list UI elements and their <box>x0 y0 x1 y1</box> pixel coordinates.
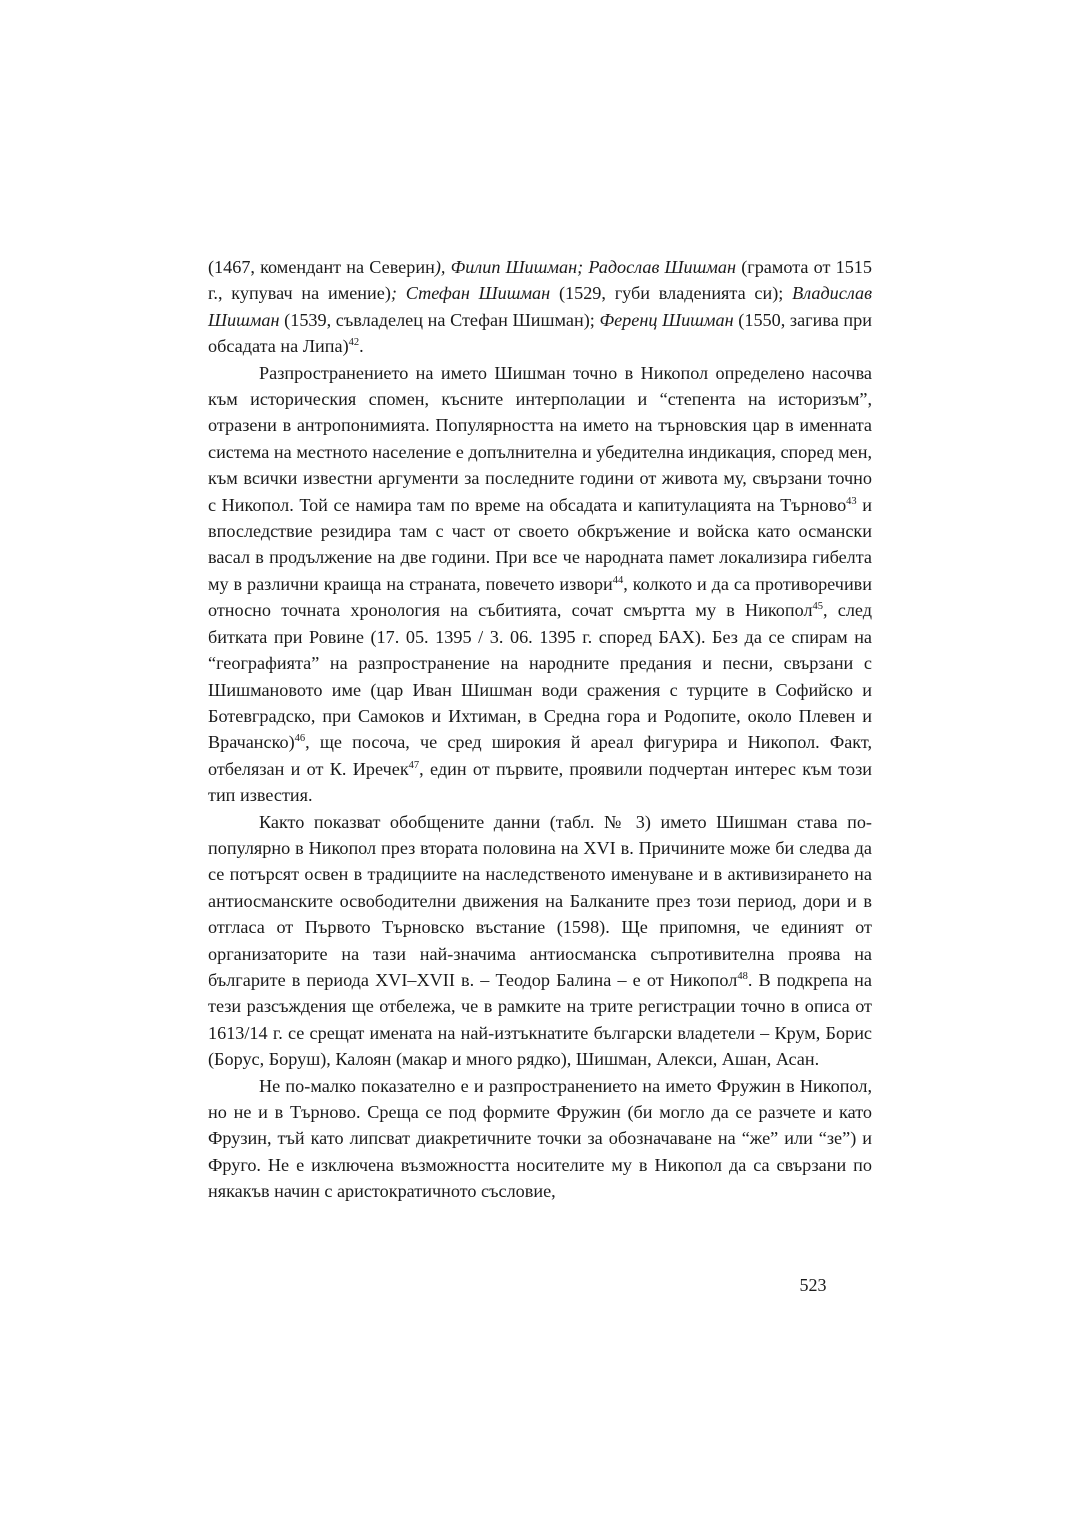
paragraph-1 <box>208 254 872 360</box>
text-run: . <box>359 336 364 357</box>
text-run: и впоследствие резидира там с част от своето обкръжение и войска като османски васал в продължение на две години. При все че народната памет локализира гибелта му в различни краища на страната, повечето извори <box>208 494 872 594</box>
text-run: , един от първите, проявили подчертан интерес към този тип известия. <box>208 758 872 806</box>
footnote-ref-45[interactable]: 45 <box>812 601 824 613</box>
paragraph-3 <box>208 809 872 1073</box>
text-run: (грамота от 1515 г., купувач на имение) <box>208 257 872 304</box>
footnote-ref-47[interactable]: 47 <box>408 759 420 771</box>
text-run: . В подкрепа на тези разсъждения ще отбележа, че в рамките на трите регистрации точно в описа от 1613/14 г. се срещат имената на най-изтъкнатите български владетели – Крум, Борис (Борус, Боруш), Калоян (макар и много рядко), Шишман, Алекси, Ашан, Асан. <box>208 969 872 1070</box>
text-run: (1539, съвладелец на Стефан Шишман); <box>279 309 600 330</box>
text-run: Както показват обобщените данни (табл. № 3) името Шишман става по-популярно в Никопол през втората половина на XVI в. Причините може би следва да се потърсят освен в традициите на наследственото именуване и в активизирането на антиосманските освободителни движения на Балканите през този период, дори и в отгласа от Първото Търновско въстание (1598). Ще припомня, че единият от организаторите на тази най-значима антиосманска съпротивителна проява на българите в периода XVI–XVII в. – Теодор Балина – е от Никопол <box>208 811 872 990</box>
italic-name: Владислав Шишман <box>208 283 872 330</box>
footnote-ref-42[interactable]: 42 <box>348 337 360 349</box>
body-text <box>208 254 872 1205</box>
paragraph-4 <box>208 1073 872 1205</box>
italic-name: ; Стефан Шишман <box>390 283 551 304</box>
text-run: Разпространението на името Шишман точно в Никопол определено насочва към историческия спомен, късните интерполации и “степента на историзъм”, отразени в антропонимията. Популярността на името на търновския цар в именната система на местното население е допълнителна и убедителна индикация, според мен, към всички известни аргументи за последните години от живота му, свързани точно с Никопол. Той се намира там по време на обсадата и капитулацията на Търново <box>208 362 872 515</box>
text-run: , колкото и да са противоречиви относно точната хронология на събитията, сочат смъртта му в Никопол <box>208 573 872 621</box>
footnote-ref-43[interactable]: 43 <box>846 495 857 507</box>
text-run: (1529, губи владенията си); <box>550 283 793 304</box>
footnote-ref-48[interactable]: 48 <box>737 970 748 982</box>
paragraph-2 <box>208 360 872 809</box>
text-run: Не по-малко показателно е и разпространението на името Фружин в Никопол, но не и в Търново. Среща се под формите Фружин (би могло да се разчете и като Фрузин, тъй като липсват диакретичните точки за обозначаване на “же” или “зе”) и Фруго. Не е изключена възможността носителите му в Никопол да са свързани по някакъв начин с аристократичното съсловие, <box>208 1075 872 1202</box>
page-number: 523 <box>799 1275 827 1295</box>
italic-name: Ференц Шишман <box>599 309 734 330</box>
text-run: (1550, загива при обсадата на Липа) <box>208 309 872 357</box>
text-run: , ще посоча, че сред широкия й ареал фигурира и Никопол. Факт, отбелязан и от К. Иречек <box>208 732 872 779</box>
text-run: (1467, комендант на Северин <box>208 257 435 277</box>
text-run: , след битката при Ровине (17. 05. 1395 / 3. 06. 1395 г. според БАХ). Без да се спирам на “географията” на разпространение на народните предания и песни, свързани с Шишмановото име (цар Иван Шишман води сражения с турците в Софийско и Ботевградско, при Самоков и Ихтиман, в Средна гора и Родопите, около Плевен и Врачанско) <box>208 600 872 753</box>
footnote-ref-44[interactable]: 44 <box>612 574 624 586</box>
footnote-ref-46[interactable]: 46 <box>294 733 306 745</box>
italic-name: ), Филип Шишман; Радослав Шишман <box>434 257 737 277</box>
